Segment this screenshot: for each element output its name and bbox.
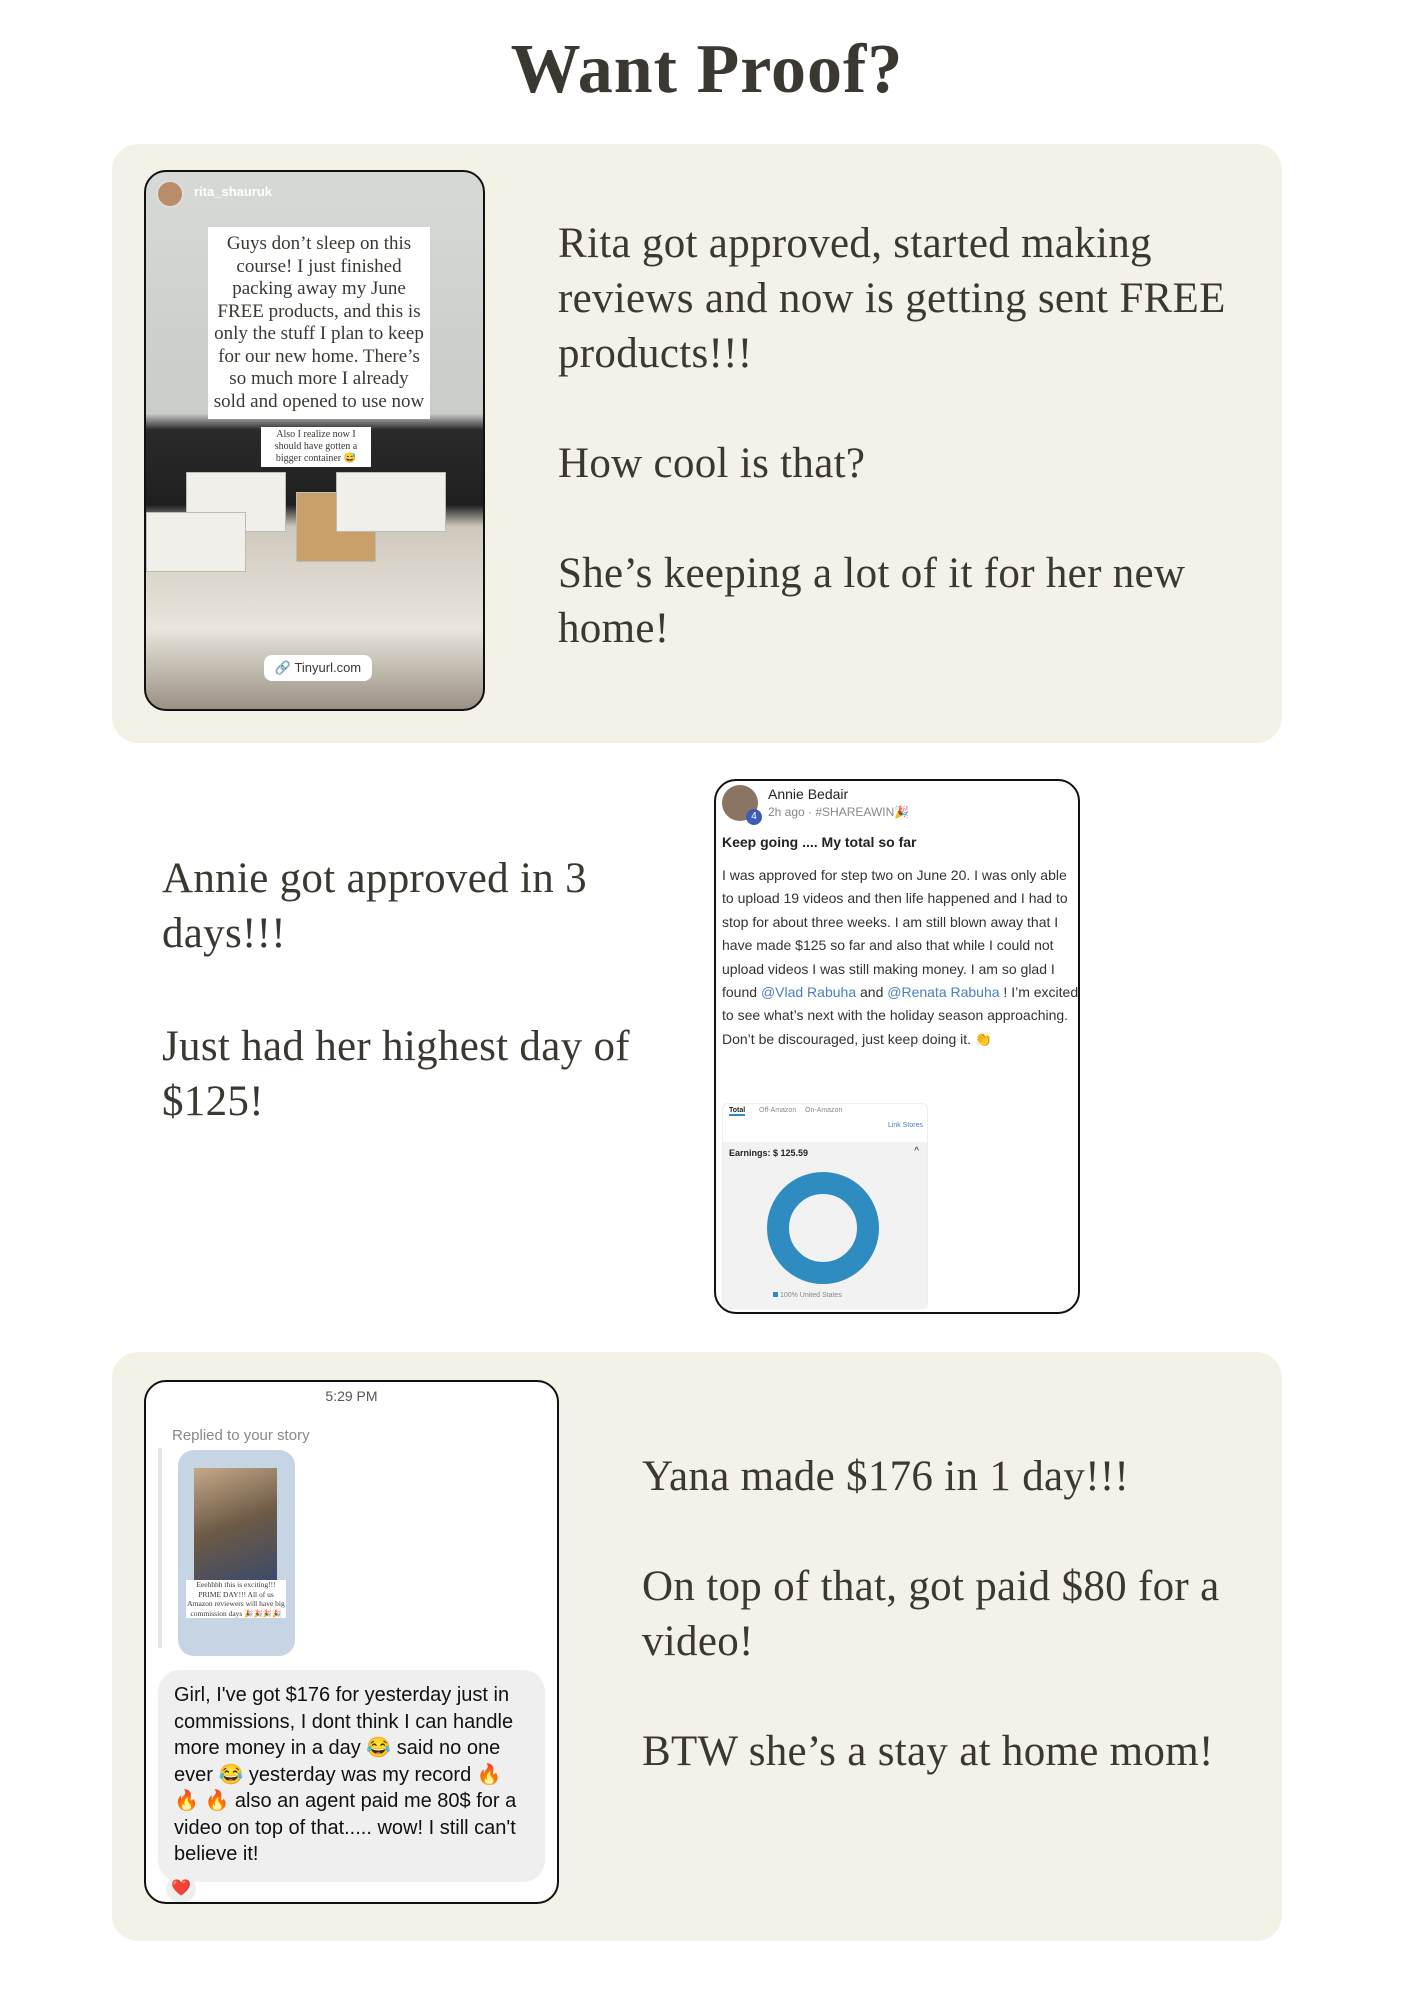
story-note: Also I realize now I should have gotten a bigger container 😅 [261, 427, 371, 467]
level-badge: 4 [746, 809, 762, 825]
annie-line: Annie got approved in 3 days!!! [162, 855, 587, 957]
story-caption: Guys don’t sleep on this course! I just finished packing away my June FREE products, and this is only the stuff I plan to keep for our new home. There’s so much more I already sold and opened to use now [208, 227, 430, 419]
link-stores: Link Stores [887, 1122, 923, 1129]
avatar [156, 180, 184, 208]
story-link-sticker[interactable] [264, 655, 372, 681]
tab-total: Total [729, 1107, 746, 1114]
post-meta: 2h ago · #SHAREAWIN🎉 [768, 805, 910, 819]
heart-reaction-icon: ❤️ [166, 1876, 196, 1902]
story-thumbnail[interactable] [178, 1450, 295, 1656]
product-box [336, 472, 446, 532]
mention-link[interactable]: @Renata Rabuha [887, 984, 1000, 1001]
yana-text [642, 1449, 1242, 1834]
link-label: Tinyurl.com [294, 660, 362, 675]
rita-line: How cool is that? [558, 440, 866, 487]
rita-line: Rita got approved, started making reviews and now is getting sent FREE products!!! [558, 220, 1226, 377]
page-title: Want Proof? [510, 31, 904, 108]
chevron-up-icon: ^ [914, 1146, 919, 1157]
post-text: I was approved for step two on June 20. I was only able to upload 19 videos and then life happened and I had to stop for about three weeks. I am still blown away that I have made $125 so far and also that while I could not upload videos I was still making money. I am so glad I found [722, 867, 1068, 1001]
post-author: Annie Bedair [768, 786, 849, 802]
earnings-panel [723, 1142, 927, 1308]
yana-chat-screenshot [144, 1380, 559, 1904]
yana-line: Yana made $176 in 1 day!!! [642, 1453, 1130, 1500]
rita-line: She’s keeping a lot of it for her new home! [558, 550, 1186, 652]
yana-line: On top of that, got paid $80 for a video! [642, 1563, 1220, 1665]
post-body [722, 864, 1080, 1051]
rita-text [558, 216, 1258, 711]
story-caption: Eeehhhh this is exciting!!! PRIME DAY!!! All of us Amazon reviewers will have big commission days 🎉🎉🎉🎉 [187, 1580, 285, 1618]
rita-story-screenshot [144, 170, 485, 711]
post-text: ! I’m excited to see what’s next with the holiday season approaching. Don’t be discouraged, just keep doing it. 👏 [722, 984, 1079, 1047]
earnings-screenshot [722, 1103, 928, 1309]
story-username: rita_shauruk [194, 184, 273, 199]
annie-line: Just had her highest day of $125! [162, 1023, 630, 1125]
tab-on-amazon: On-Amazon [805, 1107, 843, 1114]
message-bubble: Girl, I've got $176 for yesterday just in commissions, I dont think I can handle more money in a day 😂 said no one ever 😂 yesterday was my record 🔥 🔥 🔥 also an agent paid me 80$ for a video on top of that..... wow! I still can't believe it! [158, 1670, 545, 1882]
chart-legend [773, 1292, 842, 1299]
earnings-total: Earnings: $ 125.59 [729, 1148, 809, 1158]
product-box [146, 512, 246, 572]
link-icon: 🔗 [274, 660, 292, 675]
legend-swatch [773, 1292, 778, 1297]
story-photo [194, 1468, 277, 1580]
tab-off-amazon: Off-Amazon [759, 1107, 797, 1114]
annie-text [162, 851, 682, 1184]
message-time: 5:29 PM [325, 1388, 378, 1404]
mention-link[interactable]: @Vlad Rabuha [760, 984, 857, 1001]
legend-label: 100% United States [779, 1292, 842, 1299]
post-title: Keep going .... My total so far [722, 834, 917, 850]
yana-line: BTW she’s a stay at home mom! [642, 1728, 1214, 1775]
replied-label: Replied to your story [172, 1427, 310, 1444]
donut-chart [767, 1172, 879, 1284]
reply-bar [158, 1448, 162, 1648]
annie-post-screenshot [714, 779, 1080, 1314]
post-text: and [856, 984, 888, 1001]
